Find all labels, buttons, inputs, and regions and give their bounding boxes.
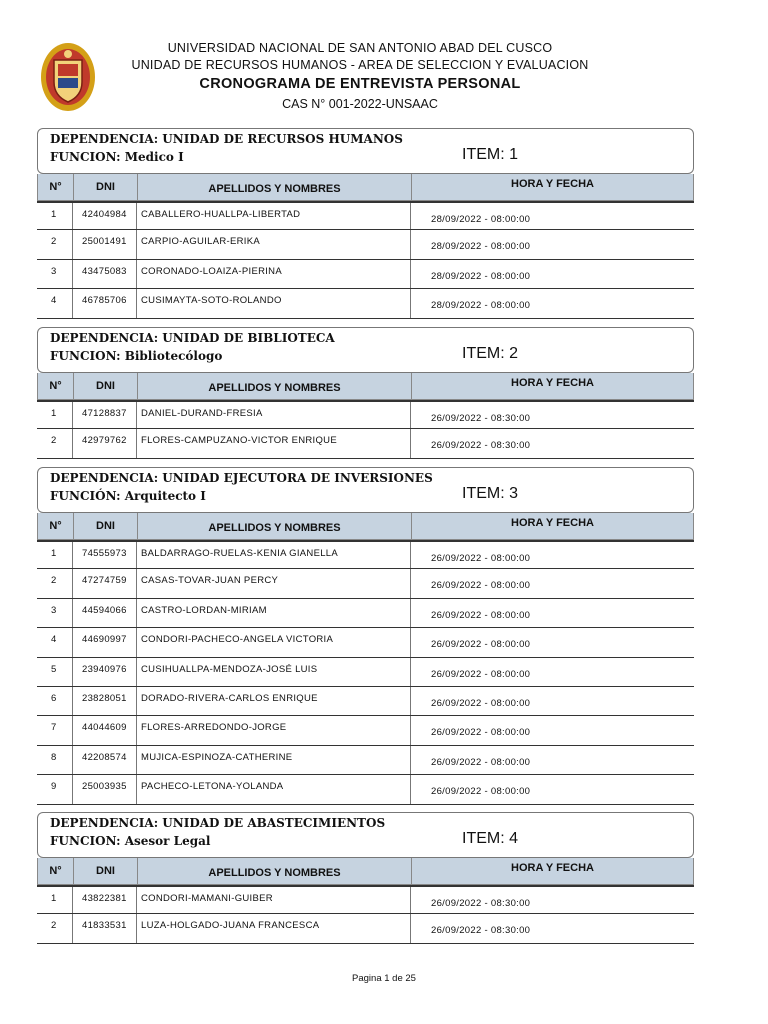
item-number: ITEM: 4	[462, 830, 519, 847]
column-header-name: APELLIDOS Y NOMBRES	[138, 174, 412, 200]
university-name: UNIVERSIDAD NACIONAL DE SAN ANTONIO ABAD DEL CUSCO	[167, 41, 553, 55]
row-dni: 42208574	[73, 746, 137, 774]
table-row	[37, 569, 694, 598]
row-name: PACHECO-LETONA-YOLANDA	[137, 775, 411, 803]
table-header	[37, 513, 694, 540]
dependency-section	[37, 327, 694, 459]
table-row	[37, 201, 694, 230]
row-date: 26/09/2022 - 08:00:00	[431, 609, 531, 621]
column-header-date: HORA Y FECHA	[511, 178, 594, 190]
table-row	[37, 289, 694, 318]
dependency-label: DEPENDENCIA: UNIDAD DE RECURSOS HUMANOS	[50, 132, 403, 146]
row-dni: 23940976	[73, 658, 137, 686]
column-header-name: APELLIDOS Y NOMBRES	[138, 513, 412, 539]
table-row	[37, 775, 694, 804]
row-date: 26/09/2022 - 08:00:00	[431, 727, 531, 739]
row-number: 2	[37, 914, 73, 942]
row-name: CASTRO-LORDAN-MIRIAM	[137, 599, 411, 627]
dependency-header	[37, 128, 694, 174]
row-date: 26/09/2022 - 08:00:00	[431, 697, 531, 709]
column-header-dni: DNI	[74, 373, 138, 399]
row-number: 2	[37, 569, 73, 597]
row-date: 26/09/2022 - 08:00:00	[431, 553, 531, 564]
row-name: FLORES-CAMPUZANO-VICTOR ENRIQUE	[137, 429, 411, 457]
dependency-header	[37, 467, 694, 513]
row-date: 26/09/2022 - 08:00:00	[431, 756, 531, 768]
row-dni: 47128837	[73, 402, 137, 428]
item-number: ITEM: 2	[462, 345, 519, 362]
table-row	[37, 716, 694, 745]
table-row	[37, 230, 694, 259]
page-number: Pagina 1 de 25	[352, 973, 416, 984]
function-label: FUNCION: Bibliotecólogo	[50, 349, 223, 363]
table-row	[37, 400, 694, 429]
row-name: CASAS-TOVAR-JUAN PERCY	[137, 569, 411, 597]
university-crest-icon	[40, 42, 96, 112]
dependency-section	[37, 128, 694, 319]
table-header	[37, 174, 694, 201]
row-name: DORADO-RIVERA-CARLOS ENRIQUE	[137, 687, 411, 715]
row-date: 26/09/2022 - 08:00:00	[431, 786, 531, 798]
dependency-section	[37, 467, 694, 805]
table-header	[37, 373, 694, 400]
row-dni: 25001491	[73, 230, 137, 258]
row-date: 28/09/2022 - 08:00:00	[431, 300, 531, 312]
table-row	[37, 687, 694, 716]
table-row	[37, 885, 694, 914]
row-date: 28/09/2022 - 08:00:00	[431, 241, 531, 253]
row-number: 3	[37, 599, 73, 627]
column-header-date: HORA Y FECHA	[511, 377, 594, 389]
item-number: ITEM: 3	[462, 485, 519, 502]
table-row	[37, 540, 694, 569]
row-date: 28/09/2022 - 08:00:00	[431, 270, 531, 282]
row-number: 4	[37, 289, 73, 317]
row-number: 9	[37, 775, 73, 803]
row-date: 26/09/2022 - 08:30:00	[431, 440, 531, 452]
dependency-label: DEPENDENCIA: UNIDAD DE ABASTECIMIENTOS	[50, 816, 386, 830]
row-name: LUZA-HOLGADO-JUANA FRANCESCA	[137, 914, 411, 942]
row-dni: 46785706	[73, 289, 137, 317]
row-name: CONDORI-PACHECO-ANGELA VICTORIA	[137, 628, 411, 656]
row-number: 7	[37, 716, 73, 744]
row-number: 3	[37, 260, 73, 288]
table-row	[37, 260, 694, 289]
row-name: CUSIMAYTA-SOTO-ROLANDO	[137, 289, 411, 317]
row-number: 5	[37, 658, 73, 686]
table-row	[37, 628, 694, 657]
column-header-name: APELLIDOS Y NOMBRES	[138, 858, 412, 884]
row-name: FLORES-ARREDONDO-JORGE	[137, 716, 411, 744]
table-row	[37, 746, 694, 775]
row-dni: 74555973	[73, 542, 137, 568]
table-row	[37, 914, 694, 943]
table-header	[37, 858, 694, 885]
row-dni: 44690997	[73, 628, 137, 656]
dependency-label: DEPENDENCIA: UNIDAD EJECUTORA DE INVERSIONES	[50, 471, 433, 485]
row-date: 26/09/2022 - 08:00:00	[431, 580, 531, 592]
row-date: 28/09/2022 - 08:00:00	[431, 214, 531, 225]
row-dni: 42979762	[73, 429, 137, 457]
table-body	[37, 540, 694, 805]
column-header-number: N°	[38, 373, 74, 399]
row-number: 1	[37, 402, 73, 428]
table-row	[37, 658, 694, 687]
dependency-section	[37, 812, 694, 944]
table-body	[37, 400, 694, 459]
function-label: FUNCIÓN: Arquitecto I	[50, 489, 206, 503]
row-date: 26/09/2022 - 08:00:00	[431, 639, 531, 651]
row-dni: 44594066	[73, 599, 137, 627]
column-header-dni: DNI	[74, 513, 138, 539]
row-date: 26/09/2022 - 08:30:00	[431, 898, 531, 909]
column-header-dni: DNI	[74, 174, 138, 200]
table-body	[37, 201, 694, 319]
column-header-name: APELLIDOS Y NOMBRES	[138, 373, 412, 399]
row-dni: 43475083	[73, 260, 137, 288]
table-row	[37, 429, 694, 458]
function-label: FUNCION: Asesor Legal	[50, 834, 211, 848]
row-name: DANIEL-DURAND-FRESIA	[137, 402, 411, 428]
row-name: CARPIO-AGUILAR-ERIKA	[137, 230, 411, 258]
row-date: 26/09/2022 - 08:30:00	[431, 925, 531, 937]
dependency-header	[37, 812, 694, 858]
column-header-number: N°	[38, 858, 74, 884]
document-code: CAS N° 001-2022-UNSAAC	[282, 97, 438, 111]
row-number: 8	[37, 746, 73, 774]
dependency-label: DEPENDENCIA: UNIDAD DE BIBLIOTECA	[50, 331, 335, 345]
row-dni: 44044609	[73, 716, 137, 744]
unit-name: UNIDAD DE RECURSOS HUMANOS - AREA DE SELECCION Y EVALUACION	[131, 58, 589, 72]
column-header-number: N°	[38, 174, 74, 200]
row-number: 6	[37, 687, 73, 715]
row-dni: 41833531	[73, 914, 137, 942]
row-number: 4	[37, 628, 73, 656]
row-dni: 23828051	[73, 687, 137, 715]
table-body	[37, 885, 694, 944]
column-header-date: HORA Y FECHA	[511, 517, 594, 529]
row-date: 26/09/2022 - 08:30:00	[431, 413, 531, 424]
item-number: ITEM: 1	[462, 146, 519, 163]
column-header-number: N°	[38, 513, 74, 539]
row-number: 1	[37, 887, 73, 913]
column-header-dni: DNI	[74, 858, 138, 884]
table-row	[37, 599, 694, 628]
row-dni: 42404984	[73, 203, 137, 229]
document-title: CRONOGRAMA DE ENTREVISTA PERSONAL	[199, 76, 521, 92]
dependency-header	[37, 327, 694, 373]
row-number: 2	[37, 230, 73, 258]
row-number: 1	[37, 542, 73, 568]
function-label: FUNCION: Medico I	[50, 150, 184, 164]
row-name: CONDORI-MAMANI-GUIBER	[137, 887, 411, 913]
row-name: MUJICA-ESPINOZA-CATHERINE	[137, 746, 411, 774]
row-name: BALDARRAGO-RUELAS-KENIA GIANELLA	[137, 542, 411, 568]
row-name: CORONADO-LOAIZA-PIERINA	[137, 260, 411, 288]
row-name: CUSIHUALLPA-MENDOZA-JOSÉ LUIS	[137, 658, 411, 686]
row-dni: 43822381	[73, 887, 137, 913]
row-number: 2	[37, 429, 73, 457]
row-dni: 47274759	[73, 569, 137, 597]
row-number: 1	[37, 203, 73, 229]
column-header-date: HORA Y FECHA	[511, 862, 594, 874]
row-name: CABALLERO-HUALLPA-LIBERTAD	[137, 203, 411, 229]
row-dni: 25003935	[73, 775, 137, 803]
row-date: 26/09/2022 - 08:00:00	[431, 668, 531, 680]
